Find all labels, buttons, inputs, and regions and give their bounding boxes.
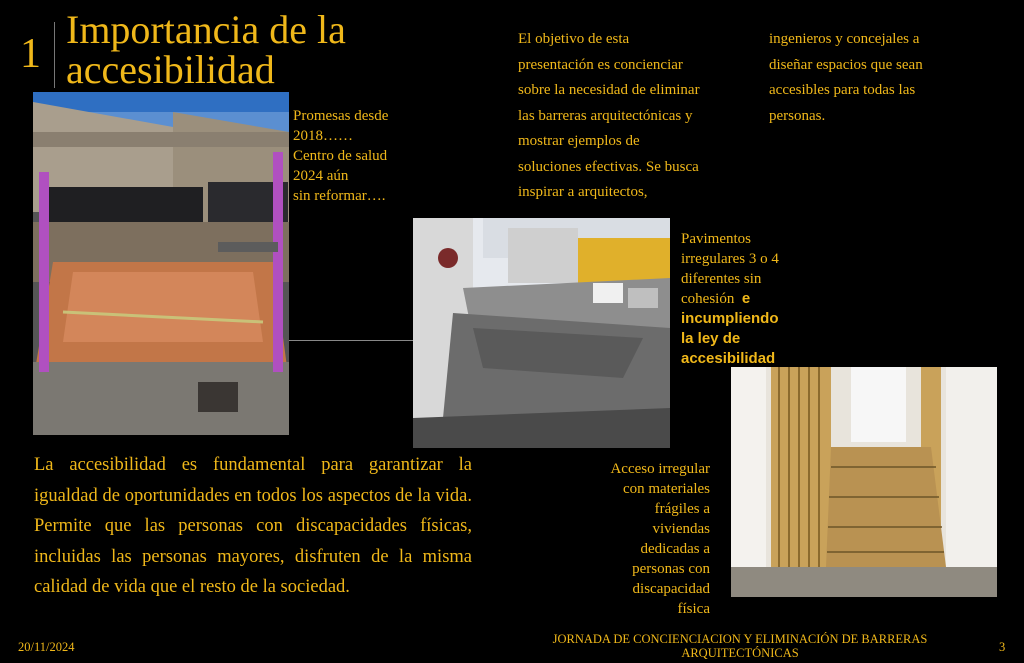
objective-column-1 (518, 27, 768, 206)
objective-column-2 (769, 27, 1009, 129)
access-caption (560, 459, 710, 619)
objective-line: las barreras arquitectónicas y (518, 107, 693, 124)
caption-line: irregulares 3 o 4 (681, 251, 779, 267)
caption-line: física (677, 601, 710, 617)
caption-line: Acceso irregular (610, 461, 710, 477)
objective-line: presentación es concienciar (518, 56, 683, 73)
slide-date: 20/11/2024 (18, 640, 75, 654)
caption-line: Promesas desde (293, 108, 389, 124)
objective-line: accesibles para todas las (769, 82, 916, 98)
caption-bold: incumpliendo (681, 310, 779, 327)
caption-line: frágiles a (654, 501, 710, 517)
objective-line: mostrar ejemplos de (518, 133, 640, 149)
slide-footer (520, 632, 960, 660)
caption-line: personas con (632, 561, 710, 577)
objective-line: sobre la necesidad de eliminar (518, 82, 700, 98)
objective-line: ingenieros y concejales a (769, 31, 920, 47)
slide-title: Importancia de la accesibilidad (66, 7, 346, 92)
wooden-ramp-photo (731, 367, 997, 597)
accessibility-paragraph: La accesibilidad es fundamental para garantizar la igualdad de oportunidades en todos los aspectos de la vida. Permite que las personas con discapacidades físicas, incluidas las personas mayores, disfruten de la misma calidad de vida que el resto de la sociedad. (34, 455, 472, 597)
caption-line: viviendas (652, 521, 710, 537)
connector-line (289, 340, 413, 341)
objective-line: soluciones efectivas. Se busca (518, 158, 699, 175)
objective-line: inspirar a arquitectos, (518, 184, 648, 200)
title-divider (54, 22, 55, 88)
caption-line: sin reformar…. (293, 188, 386, 204)
caption-line: diferentes sin (681, 271, 762, 287)
caption-bold: la ley de (681, 330, 741, 347)
footer-line: ARQUITECTÓNICAS (681, 646, 799, 660)
caption-line: dedicadas a (640, 541, 710, 557)
health-center-photo (33, 92, 289, 435)
slide-number: 1 (20, 31, 41, 77)
caption-line (681, 289, 821, 309)
caption-line: 2018…… (293, 128, 353, 144)
caption-text: cohesión (681, 291, 735, 307)
caption-line: Centro de salud (293, 148, 388, 164)
caption-line: discapacidad (632, 581, 710, 597)
caption-line: Pavimentos (681, 231, 751, 247)
caption-line: con materiales (622, 481, 710, 497)
street-pavement-photo (413, 218, 670, 448)
health-center-caption (293, 106, 423, 206)
objective-line: personas. (769, 107, 826, 124)
objective-line: diseñar espacios que sean (769, 56, 923, 73)
caption-line: 2024 aún (293, 168, 349, 184)
page-number: 3 (999, 640, 1006, 654)
caption-bold: accesibilidad (681, 350, 776, 367)
caption-bold: e (741, 290, 751, 307)
pavement-caption (681, 229, 821, 369)
footer-line: JORNADA DE CONCIENCIACION Y ELIMINACIÓN DE BARRERAS (552, 632, 928, 646)
objective-line: El objetivo de esta (518, 31, 630, 47)
